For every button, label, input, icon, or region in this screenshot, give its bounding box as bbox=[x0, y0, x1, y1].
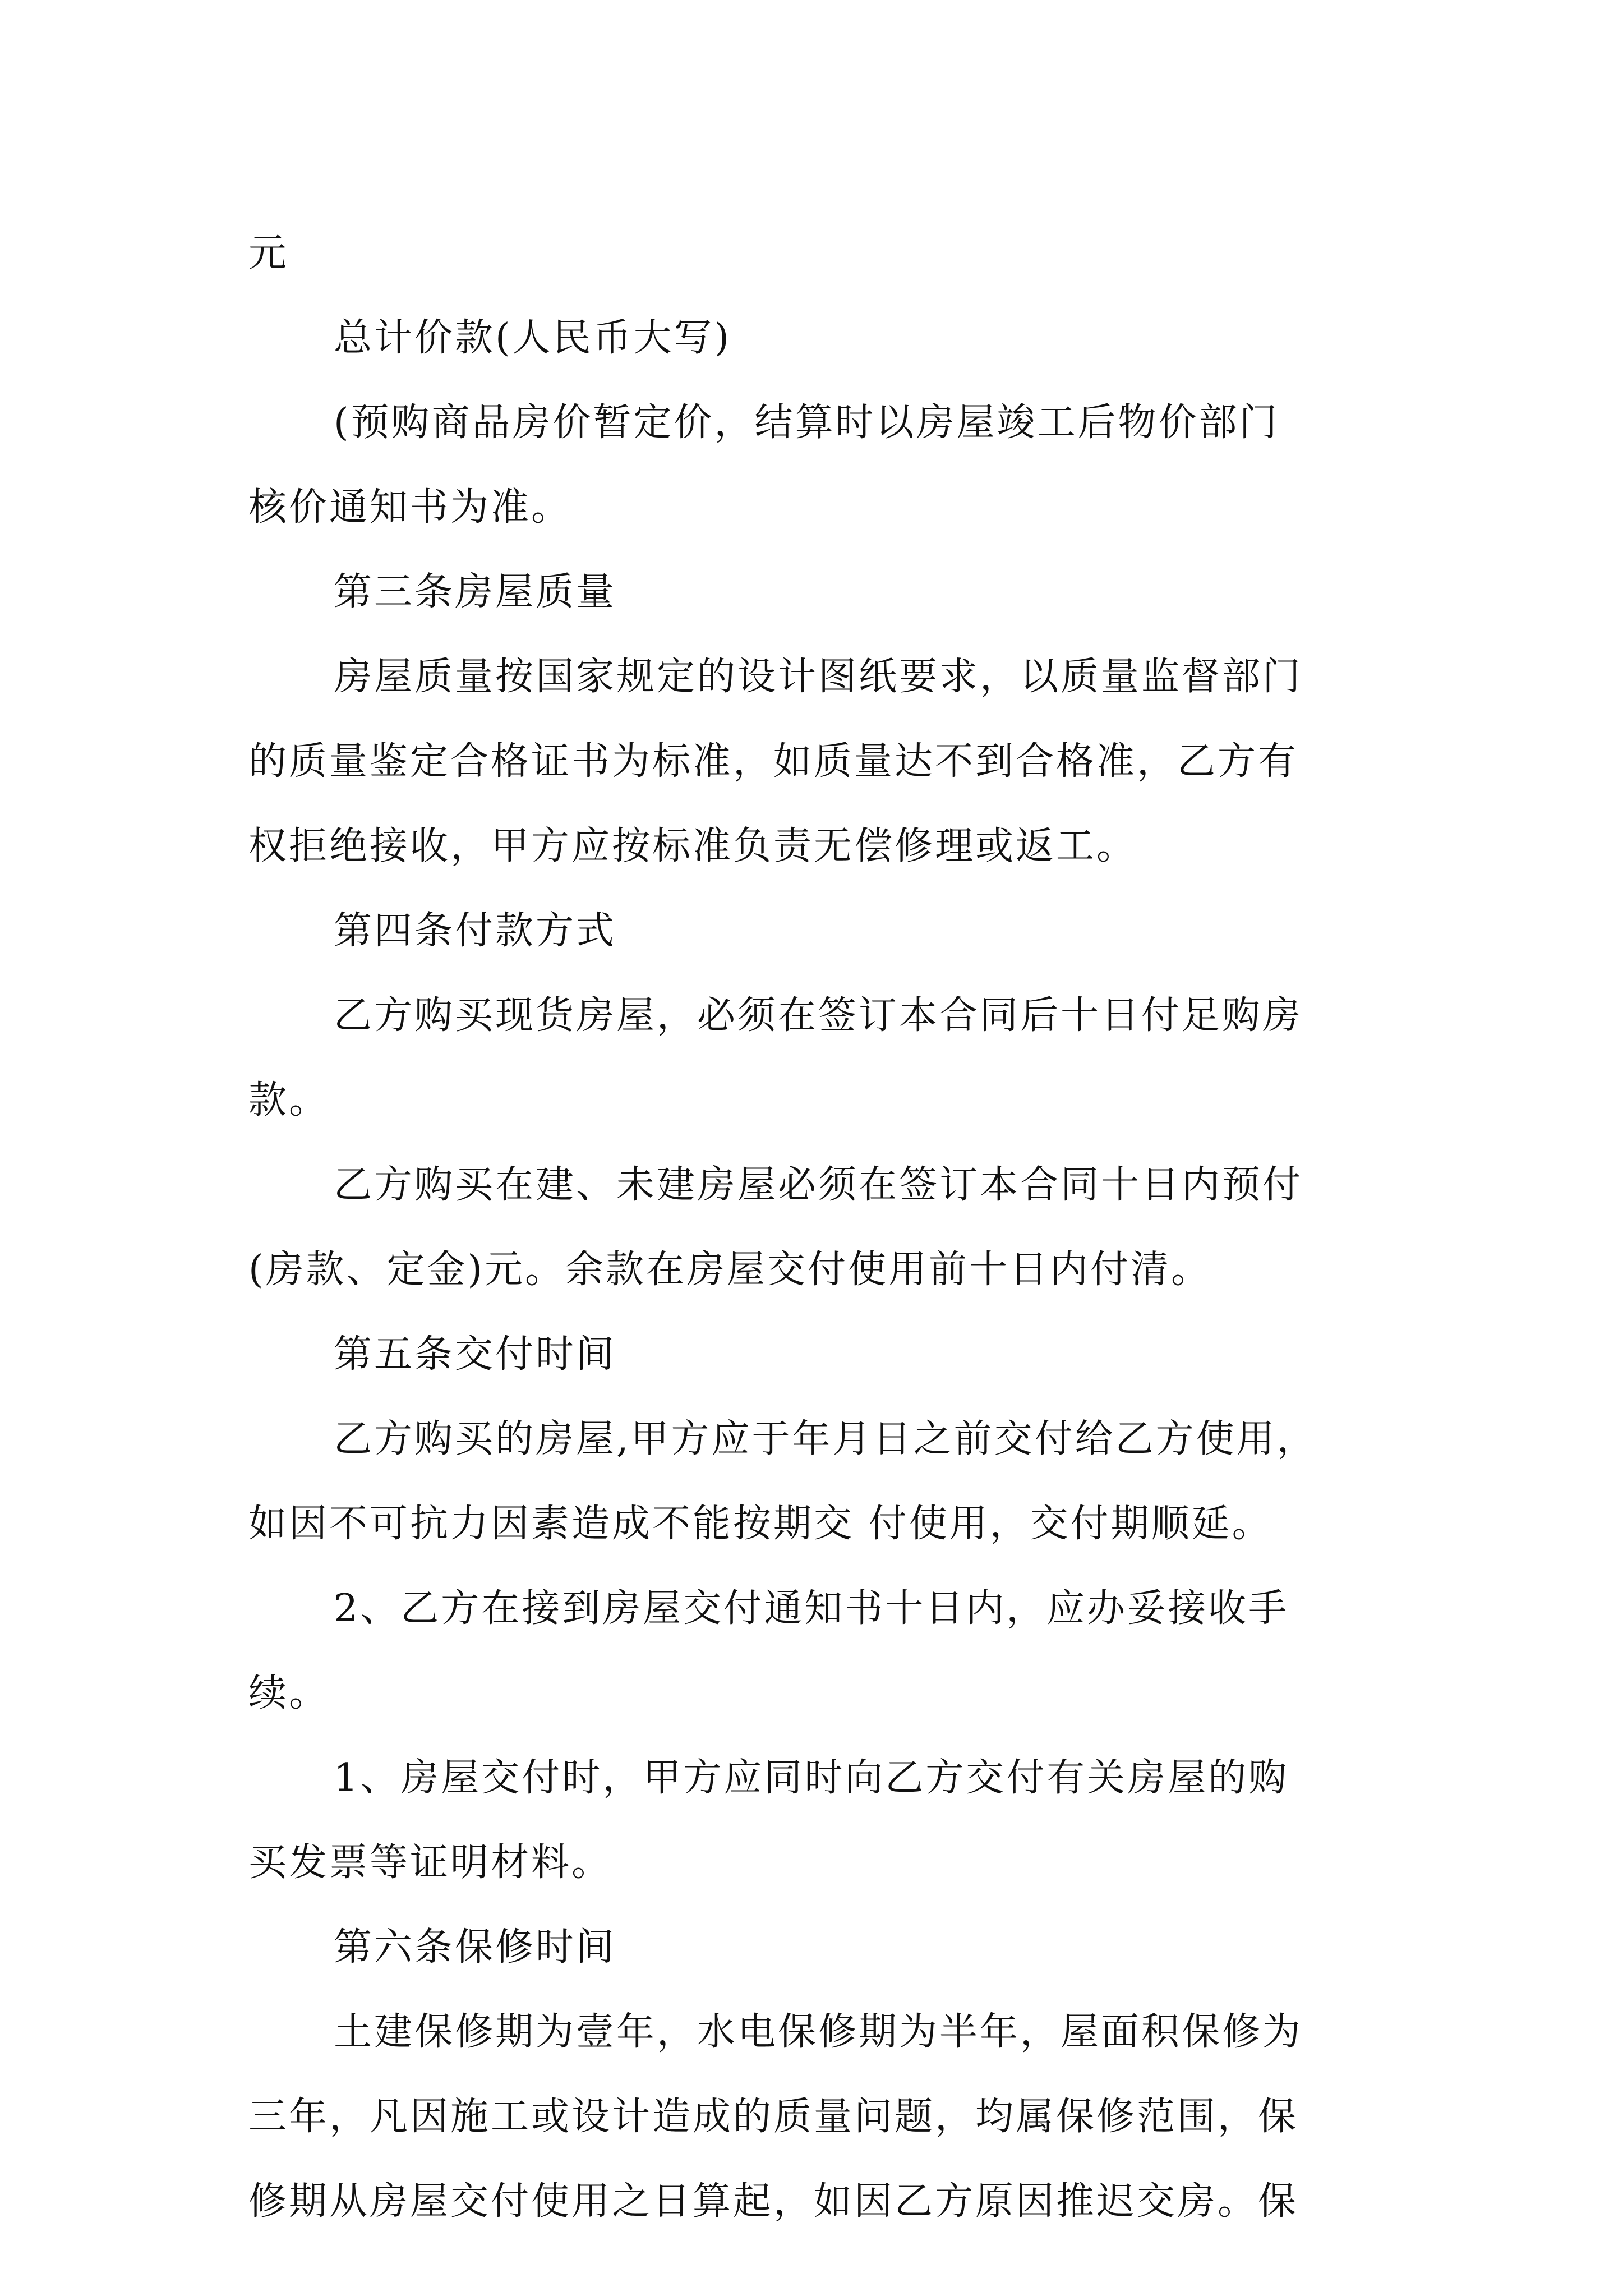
text-line: 2、乙方在接到房屋交付通知书十日内，应办妥接收手 bbox=[334, 1586, 1289, 1631]
text-line: 总计价款(人民币大写) bbox=[334, 316, 732, 360]
text-line: 权拒绝接收，甲方应按标准负责无偿修理或返工。 bbox=[248, 824, 1137, 868]
section-heading: 第五条交付时间 bbox=[334, 1332, 617, 1377]
contract-body bbox=[248, 211, 1393, 2244]
text-line: 土建保修期为壹年，水电保修期为半年，屋面积保修为 bbox=[334, 2010, 1303, 2054]
text-line: 乙方购买现货房屋，必须在签订本合同后十日付足购房 bbox=[334, 993, 1303, 1038]
section-heading: 第六条保修时间 bbox=[334, 1925, 617, 1970]
text-line: 乙方购买的房屋,甲方应于年月日之前交付给乙方使用， bbox=[334, 1417, 1317, 1461]
text-line: 续。 bbox=[248, 1671, 330, 1715]
text-line: 核价通知书为准。 bbox=[248, 485, 572, 530]
text-line: 三年，凡因施工或设计造成的质量问题，均属保修范围，保 bbox=[248, 2095, 1299, 2139]
text-line: 房屋质量按国家规定的设计图纸要求，以质量监督部门 bbox=[334, 655, 1303, 699]
text-line: 如因不可抗力因素造成不能按期交 付使用，交付期顺延。 bbox=[248, 1502, 1272, 1546]
text-line: 的质量鉴定合格证书为标准，如质量达不到合格准，乙方有 bbox=[248, 739, 1299, 784]
section-heading: 第四条付款方式 bbox=[334, 909, 617, 953]
text-line: 元 bbox=[248, 231, 289, 275]
text-line: 1、房屋交付时，甲方应同时向乙方交付有关房屋的购 bbox=[334, 1756, 1289, 1800]
text-line: 乙方购买在建、未建房屋必须在签订本合同十日内预付 bbox=[334, 1163, 1303, 1207]
text-line: 修期从房屋交付使用之日算起，如因乙方原因推迟交房。保 bbox=[248, 2179, 1299, 2224]
text-line: 买发票等证明材料。 bbox=[248, 1841, 612, 1885]
text-line: 款。 bbox=[248, 1078, 330, 1122]
section-heading: 第三条房屋质量 bbox=[334, 570, 617, 614]
text-line: (房款、定金)元。余款在房屋交付使用前十日内付清。 bbox=[248, 1248, 1212, 1292]
text-line: (预购商品房价暂定价，结算时以房屋竣工后物价部门 bbox=[334, 401, 1280, 445]
